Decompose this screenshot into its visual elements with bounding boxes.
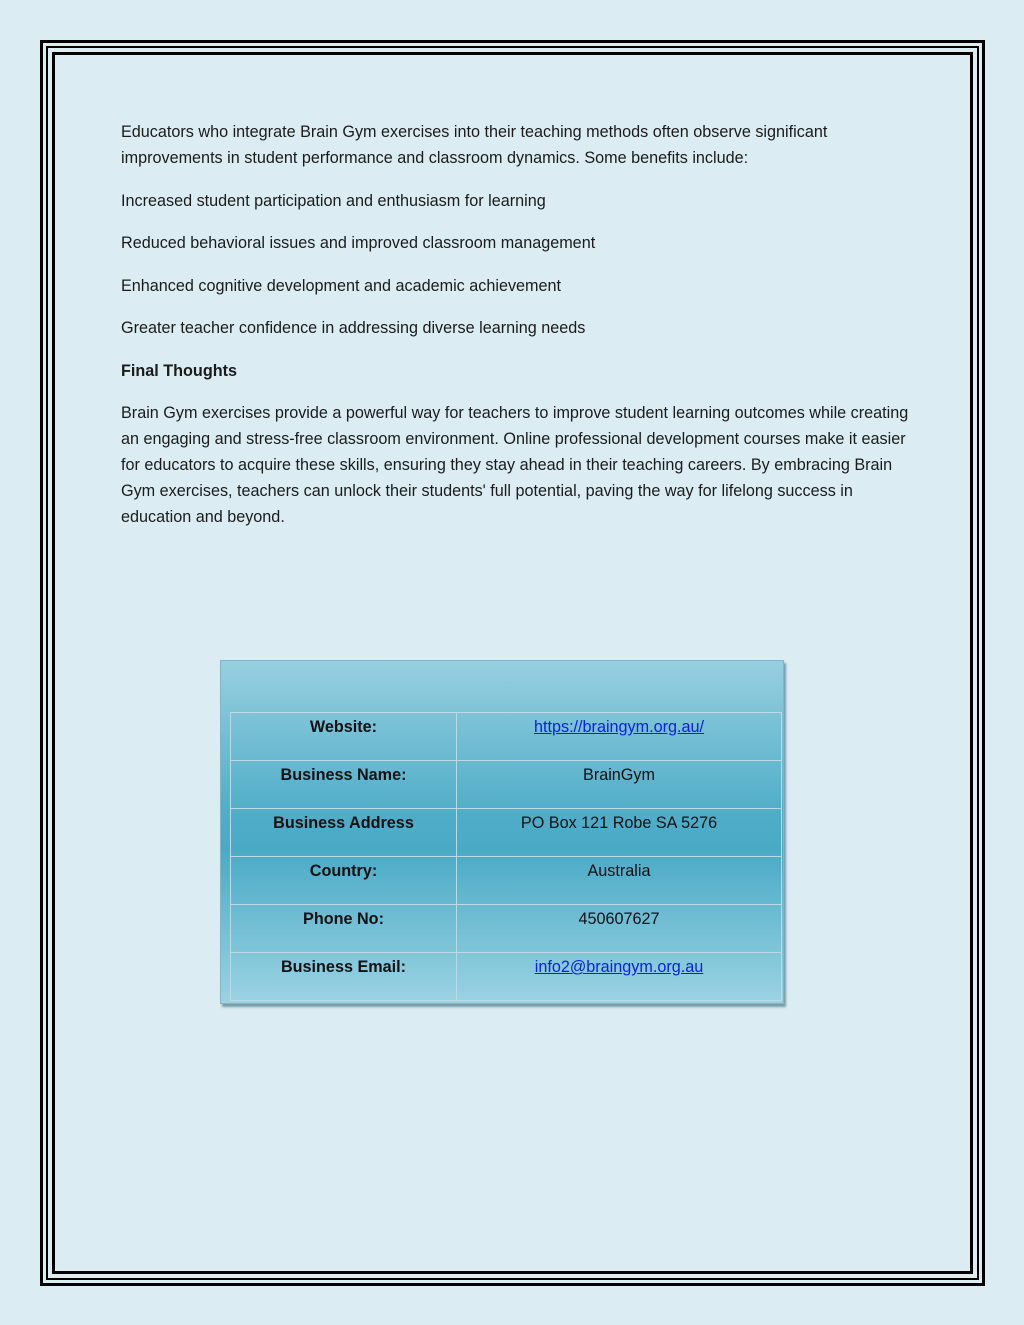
phone-label: Phone No:: [303, 910, 384, 928]
email-value-cell: [457, 953, 782, 1001]
business-name-value-cell: [457, 761, 782, 809]
table-row: [231, 809, 782, 857]
website-label-cell: [231, 713, 457, 761]
email-label-cell: [231, 953, 457, 1001]
phone-value: 450607627: [578, 910, 660, 928]
table-row: [231, 857, 782, 905]
benefit-item: Increased student participation and enthusiasm for learning: [121, 191, 546, 210]
benefit-item: Enhanced cognitive development and academic achievement: [121, 276, 562, 295]
table-row: [231, 713, 782, 761]
country-label-cell: [231, 857, 457, 905]
benefit-item: Greater teacher confidence in addressing diverse learning needs: [121, 319, 586, 337]
country-value: Australia: [587, 862, 651, 880]
table-row: [231, 953, 782, 1001]
section-heading: Final Thoughts: [121, 361, 237, 380]
website-value-cell: [457, 713, 782, 761]
country-value-cell: [457, 857, 782, 905]
address-value: PO Box 121 Robe SA 5276: [520, 814, 718, 832]
document-body: [121, 119, 911, 547]
email-label: Business Email:: [280, 958, 407, 976]
phone-value-cell: [457, 905, 782, 953]
contact-table: [230, 712, 782, 1001]
intro-paragraph: Educators who integrate Brain Gym exercises into their teaching methods often observe significant improvements in student performance and classroom dynamics. Some benefits include:: [121, 123, 828, 167]
business-name-label-cell: [231, 761, 457, 809]
business-name-value: BrainGym: [583, 766, 655, 784]
address-value-cell: [457, 809, 782, 857]
phone-label-cell: [231, 905, 457, 953]
country-label: Country:: [309, 862, 378, 880]
conclusion-paragraph: Brain Gym exercises provide a powerful way for teachers to improve student learning outcomes while creating an engaging and stress-free classroom environment. Online professional development courses make it easier for educators to acquire these skills, ensuring they stay ahead in their teaching careers. By embracing Brain Gym exercises, teachers can unlock their students' full potential, paving the way for lifelong success in education and beyond.: [121, 404, 909, 526]
business-name-label: Business Name:: [280, 766, 407, 784]
benefit-item: Reduced behavioral issues and improved classroom management: [121, 234, 596, 252]
table-row: [231, 905, 782, 953]
website-label: Website:: [309, 718, 378, 736]
address-label-cell: [231, 809, 457, 857]
contact-info-box: [220, 660, 784, 1004]
email-link[interactable]: info2@braingym.org.au: [534, 958, 704, 976]
website-link[interactable]: https://braingym.org.au/: [533, 718, 705, 736]
table-row: [231, 761, 782, 809]
address-label: Business Address: [273, 814, 414, 832]
